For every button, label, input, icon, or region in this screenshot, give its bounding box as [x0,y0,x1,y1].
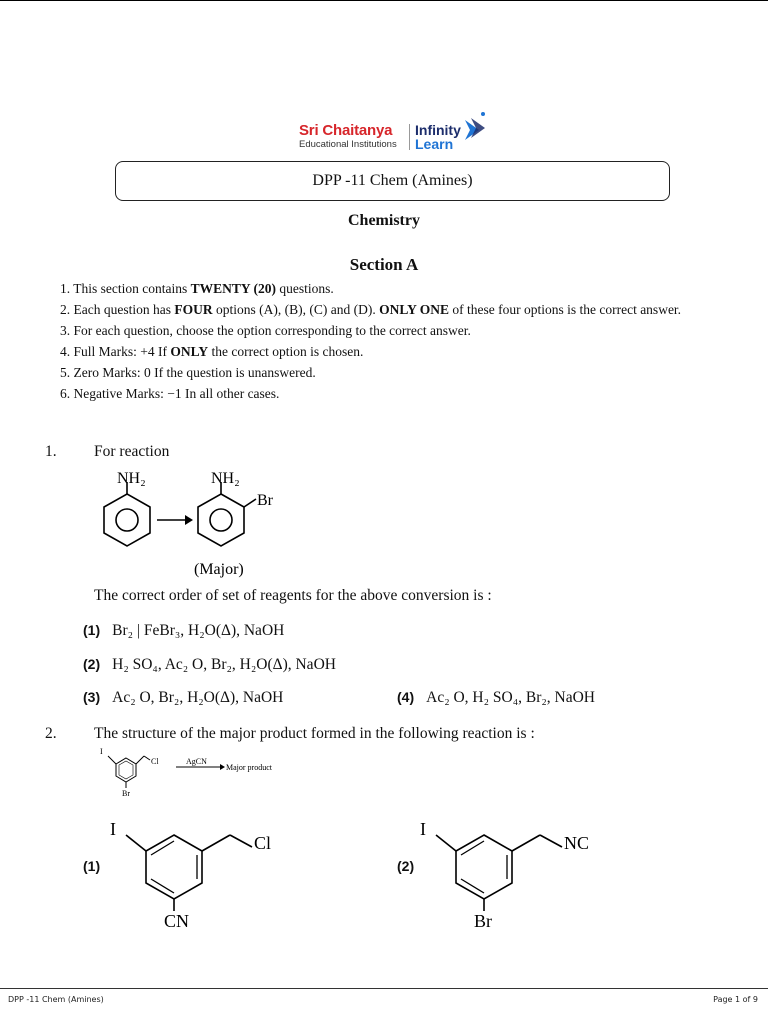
top-rule [0,0,768,1]
question-stem: The structure of the major product formed in the following reaction is : [94,725,535,742]
logo-separator [409,124,410,150]
opt2-iodo-label: I [420,819,426,839]
question-number: 2. [45,725,57,742]
major-label: (Major) [194,561,244,578]
scheme-result-label: Major product [226,763,272,772]
opt2-bromo-label: Br [474,911,492,931]
q1-reaction-diagram [95,466,295,582]
scheme-bromo-label: Br [122,789,130,798]
q2-option-2-structure[interactable] [414,815,614,935]
instruction-item: 6. Negative Marks: −1 In all other cases. [60,386,280,401]
footer-rule [0,988,768,989]
scheme-chloro-label: Cl [151,757,159,766]
brand-name: Sri Chaitanya [299,122,393,139]
product-amine-label: NH₂ [211,470,240,487]
infinity-arrow-icon [459,108,487,148]
product-bromo-label: Br [257,492,273,509]
q1-option-2[interactable]: (2) H₂ SO₄, Ac₂ O, Br₂, H₂O(Δ), NaOH [83,656,336,673]
q1-option-1[interactable]: (1) Br₂ | FeBr₃, H₂O(Δ), NaOH [83,622,285,639]
q2-option-1-label[interactable]: (1) [83,858,101,874]
subject-heading: Chemistry [348,212,420,229]
scheme-iodo-label: I [100,747,103,756]
q2-option-2-label[interactable]: (2) [397,858,415,874]
instruction-item: 2. Each question has FOUR options (A), (B), (C) and (D). ONLY ONE of these four options is the correct answer. [60,302,682,317]
instruction-item: 5. Zero Marks: 0 If the question is unanswered. [60,365,316,380]
brand-tagline: Educational Institutions [299,139,397,150]
instruction-item: 3. For each question, choose the option corresponding to the correct answer. [60,323,471,338]
footer-title: DPP -11 Chem (Amines) [8,995,104,1004]
instruction-item: 4. Full Marks: +4 If ONLY the correct option is chosen. [60,344,364,359]
partner-name-line1: Infinity [415,122,461,138]
q2-reaction-scheme [96,744,286,800]
opt2-isocyano-label: NC [564,833,590,853]
scheme-reagent-label: AgCN [186,757,207,766]
section-heading: Section A [349,255,419,274]
q2-option-1-structure[interactable] [104,815,304,935]
question-stem: For reaction [94,443,170,460]
opt1-iodo-label: I [110,819,116,839]
page-indicator: Page 1 of 9 [713,995,758,1004]
q1-option-4[interactable]: (4) Ac₂ O, H₂ SO₄, Br₂, NaOH [397,689,595,706]
question-prompt: The correct order of set of reagents for the above conversion is : [94,587,492,604]
reactant-amine-label: NH₂ [117,470,146,487]
question-number: 1. [45,443,57,460]
document-title: DPP -11 Chem (Amines) [312,172,473,189]
q1-option-3[interactable]: (3) Ac₂ O, Br₂, H₂O(Δ), NaOH [83,689,284,706]
opt1-chloro-label: Cl [254,833,272,853]
partner-name-line2: Learn [415,136,454,152]
instruction-item: 1. This section contains TWENTY (20) questions. [60,281,334,296]
opt1-cyano-label: CN [164,911,190,931]
institution-logo [299,108,489,154]
instructions-list [60,278,720,404]
document-title-box [115,161,670,201]
